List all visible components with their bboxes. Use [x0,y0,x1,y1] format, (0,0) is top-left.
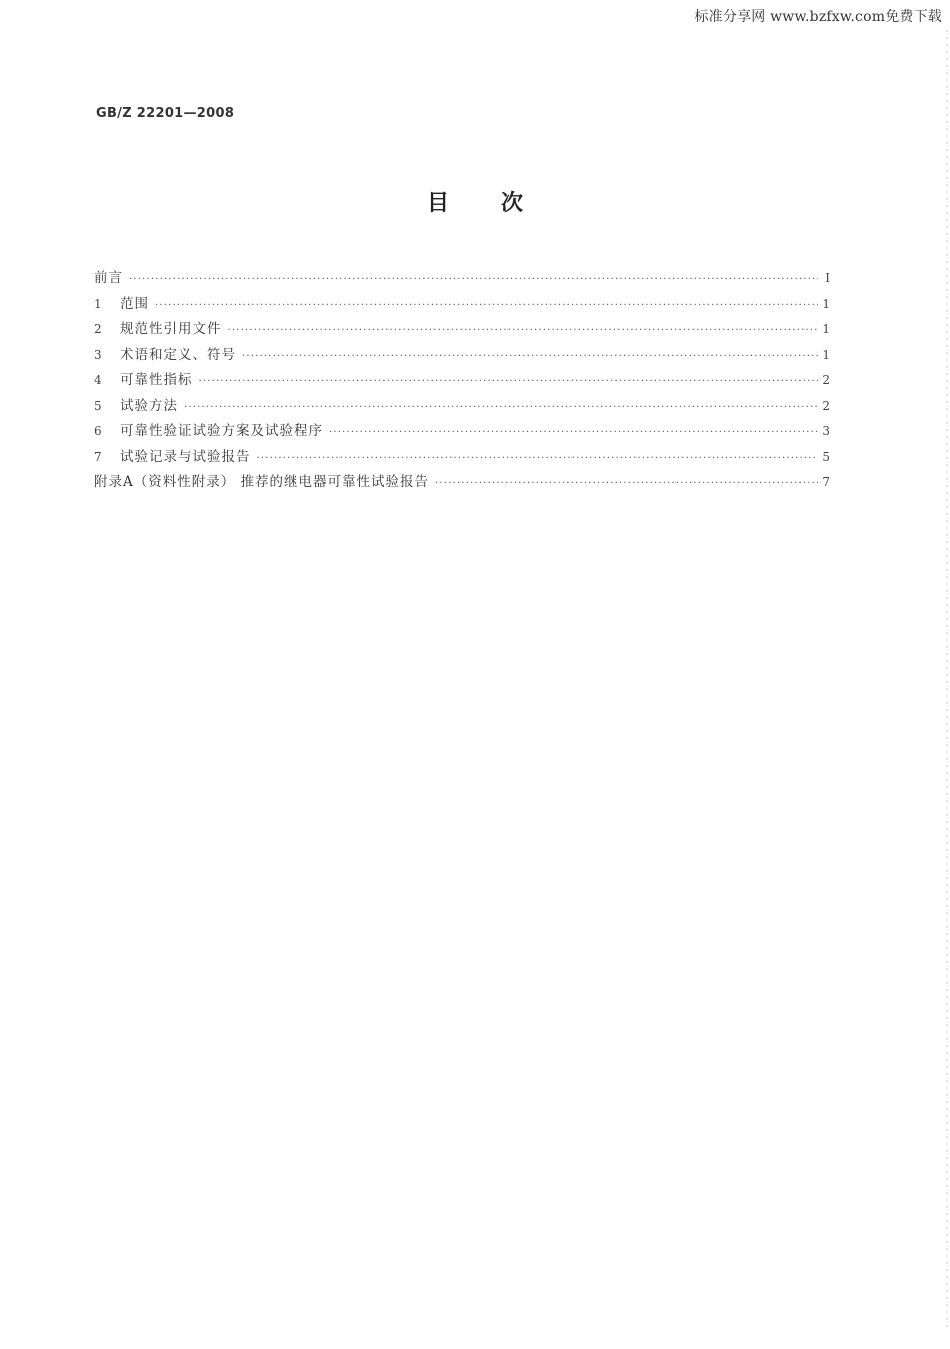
toc-entry-label: 前言 [94,270,123,286]
toc-page-number: Ⅰ [825,271,830,285]
standard-code: GB/Z 22201—2008 [96,106,235,121]
toc-page-number: 3 [822,424,830,438]
toc-leader-dots [184,402,818,413]
toc-page-number: 5 [822,449,830,464]
toc-entry-7[interactable] [94,445,830,471]
toc-entry-label: 试验记录与试验报告 [120,448,251,465]
toc-entry-2[interactable] [94,317,830,343]
toc-entry-label: 术语和定义、符号 [120,346,236,363]
toc-leader-dots [155,300,818,311]
toc-entry-foreword[interactable] [94,266,830,292]
toc-entry-number: 4 [94,373,102,387]
toc-entry-1[interactable] [94,292,830,318]
toc-page-number: 1 [822,322,830,336]
toc-leader-dots [129,274,818,285]
toc-entry-number: 5 [94,398,102,413]
toc-page-number: 2 [822,373,830,387]
toc-entry-number: 3 [94,347,102,362]
toc-leader-dots [435,478,818,489]
toc-entry-label: 范围 [120,295,149,312]
toc-page-number: 1 [822,296,830,311]
toc-entry-5[interactable] [94,394,830,420]
table-of-contents [94,266,830,496]
toc-entry-3[interactable] [94,343,830,369]
toc-entry-label: 可靠性指标 [120,372,193,388]
toc-leader-dots [329,427,818,438]
toc-entry-number: 1 [94,296,102,311]
toc-entry-label: 可靠性验证试验方案及试验程序 [120,423,323,439]
toc-page-number: 2 [822,398,830,413]
toc-entry-number: 7 [94,449,102,464]
toc-entry-appendix-a[interactable] [94,470,830,496]
toc-entry-label: 附录A（资料性附录） 推荐的继电器可靠性试验报告 [94,474,430,490]
toc-entry-number: 2 [94,322,102,336]
toc-leader-dots [228,325,819,336]
toc-leader-dots [199,376,819,387]
toc-page-number: 1 [822,347,830,362]
scan-edge-artifact [946,30,948,1330]
toc-page-number: 7 [822,475,830,489]
watermark-text: 标准分享网 www.bzfxw.com免费下载 [694,9,942,25]
toc-entry-4[interactable] [94,368,830,394]
toc-leader-dots [242,351,818,362]
toc-entry-label: 试验方法 [120,397,178,414]
toc-leader-dots [257,453,819,464]
toc-entry-number: 6 [94,424,102,438]
toc-entry-label: 规范性引用文件 [120,321,222,337]
toc-title: 目次 [426,191,575,216]
toc-entry-6[interactable] [94,419,830,445]
